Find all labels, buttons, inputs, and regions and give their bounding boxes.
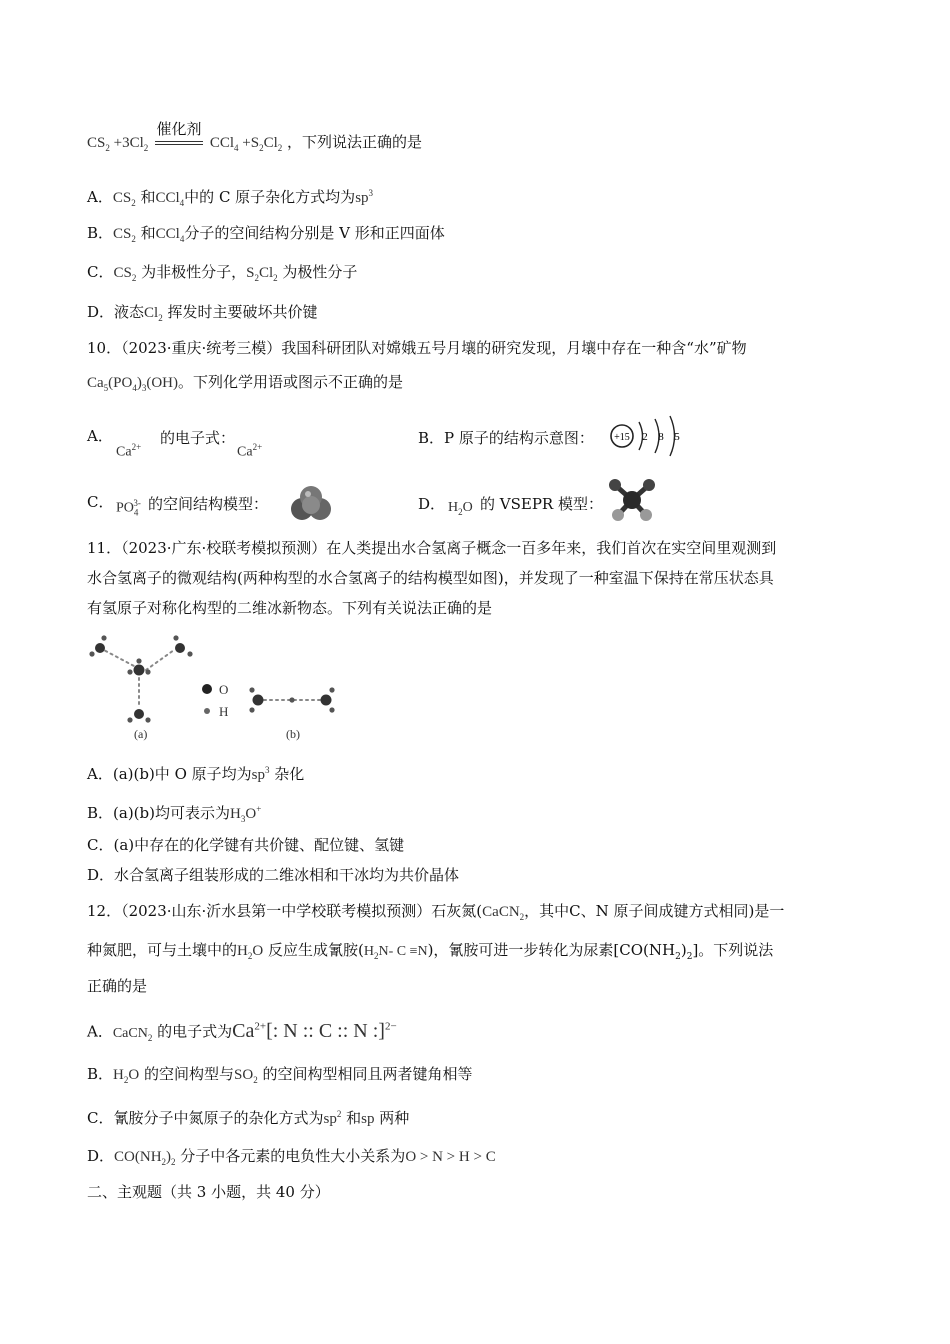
formula-cs2: $CS_2$ xyxy=(87,135,110,153)
structure-a xyxy=(89,635,192,722)
formula-apatite: $Ca_5(PO_4)_3(OH)$ xyxy=(87,375,178,393)
shell-2-label: 8 xyxy=(658,431,664,443)
catalyst-arrow xyxy=(153,120,205,154)
formula-s2cl2: $+S_2Cl_2$ xyxy=(238,135,283,153)
shell-3-label: 5 xyxy=(674,431,680,443)
q11-option-c: C．(a)中存在的化学键有共价键、配位键、氢键 xyxy=(87,836,405,854)
q11-stem: 11．（2023·广东·校联考模拟预测）在人类提出水合氢离子概念一百多年来，我们首次在实空间里观测到 xyxy=(87,539,777,557)
figure-label-b: (b) xyxy=(286,727,300,741)
legend-hydrogen-dot xyxy=(204,708,210,714)
q10-a-ion: $Ca^{2+}$ xyxy=(116,442,142,460)
shell-1-label: 2 xyxy=(642,431,648,443)
q11-option-b: B．(a)(b)均可表示为$H_3O^+$ xyxy=(87,804,262,824)
formula-cl2: $+3Cl_2$ xyxy=(109,135,149,153)
phosphate-model xyxy=(286,483,336,523)
q10-stem: 10．（2023·重庆·统考三模）我国科研团队对嫦娥五号月壤的研究发现，月壤中存在一种含“水”矿物 xyxy=(87,339,747,357)
q12-stem: 12．（2023·山东·沂水县第一中学校联考模拟预测）石灰氮(CaCN$_2$，其中C、N 原子间成键方式相同)是一 xyxy=(87,902,785,922)
figure-label-a: (a) xyxy=(134,727,148,741)
phosphorus-atom-diagram xyxy=(608,414,688,458)
q11-stem-line2: 水合氢离子的微观结构(两种构型的水合氢离子的结构模型如图)，并发现了一种室温下保持在常压状态具 xyxy=(87,569,774,587)
q11-stem-line3: 有氢原子对称化构型的二维冰新物态。下列有关说法正确的是 xyxy=(87,599,493,617)
q10-a-ion-dot: $Ca^{2+}$ xyxy=(237,442,263,460)
legend-oxygen-label: O xyxy=(219,682,229,697)
q10-d-mol: $H_2O$ xyxy=(448,500,473,517)
q10-c-ion: $PO_4^{3-}$ xyxy=(116,498,141,518)
cacn2-electron-formula: $Ca^{2+}$[: N :: C :: N :]$^{2-}$ xyxy=(232,1019,397,1042)
hydronium-structure-figure xyxy=(86,628,346,744)
q9-option-c: C．$CS_2$ 为非极性分子，$S_2Cl_2$ 为极性分子 xyxy=(87,263,358,283)
nucleus-label: +15 xyxy=(614,432,630,443)
q9-option-d: D．液态$Cl_2$ 挥发时主要破坏共价键 xyxy=(87,303,318,323)
structure-b xyxy=(249,687,334,712)
catalyst-label: 催化剂 xyxy=(156,120,202,138)
q11-option-d: D．水合氢离子组装形成的二维冰相和干冰均为共价晶体 xyxy=(87,866,460,884)
legend-hydrogen-label: H xyxy=(219,704,229,719)
q11-option-a: A．(a)(b)中 O 原子均为$sp^3$ 杂化 xyxy=(87,765,305,783)
q10-option-d: D． xyxy=(418,495,446,513)
q10-option-c: C． xyxy=(87,493,114,511)
q10-c-text: 的空间结构模型： xyxy=(148,495,269,513)
q10-a-text: 的电子式： xyxy=(160,429,236,447)
q12-option-b: B．$H_2O$ 的空间构型与$SO_2$ 的空间构型相同且两者键角相等 xyxy=(87,1065,473,1085)
q12-option-c: C．氰胺分子中氮原子的杂化方式为$sp^2$ 和sp 两种 xyxy=(87,1109,410,1127)
q10-option-a: A． xyxy=(87,427,113,445)
reaction-tail: ，下列说法正确的是 xyxy=(287,133,423,151)
q10-option-b: B．P 原子的结构示意图： xyxy=(418,429,594,447)
legend-oxygen-dot xyxy=(202,684,212,694)
section-2-heading: 二、主观题（共 3 小题，共 40 分） xyxy=(87,1183,330,1201)
q10-stem-line2: $Ca_5(PO_4)_3(OH)$。下列化学用语或图示不正确的是 xyxy=(87,373,404,393)
formula-ccl4: CCl$_4$ xyxy=(209,135,239,153)
q12-option-a: A．CaCN$_2$ 的电子式为$Ca^{2+}$[: N :: C :: N :]$^{2-}$ xyxy=(87,1019,397,1043)
q12-stem-line3: 正确的是 xyxy=(87,977,148,995)
reaction-line xyxy=(87,120,860,159)
q10-d-text: 的 VSEPR 模型： xyxy=(480,495,603,513)
q9-option-b: B．$CS_2$ 和CCl$_4$分子的空间结构分别是 V 形和正四面体 xyxy=(87,224,445,244)
water-vsepr-model xyxy=(606,477,658,523)
q12-option-d: D．$CO(NH_2)_2$ 分子中各元素的电负性大小关系为O > N > H > C xyxy=(87,1147,496,1167)
q9-option-a: A．$CS_2$ 和CCl$_4$中的 C 原子杂化方式均为$sp^3$ xyxy=(87,188,374,208)
q12-stem-line2: 种氮肥，可与土壤中的$H_2O$ 反应生成氰胺($H_2N-$ C ≡N)，氰胺可进一步转化为尿素$[CO(NH_2)_2]$。下列说法 xyxy=(87,941,774,962)
